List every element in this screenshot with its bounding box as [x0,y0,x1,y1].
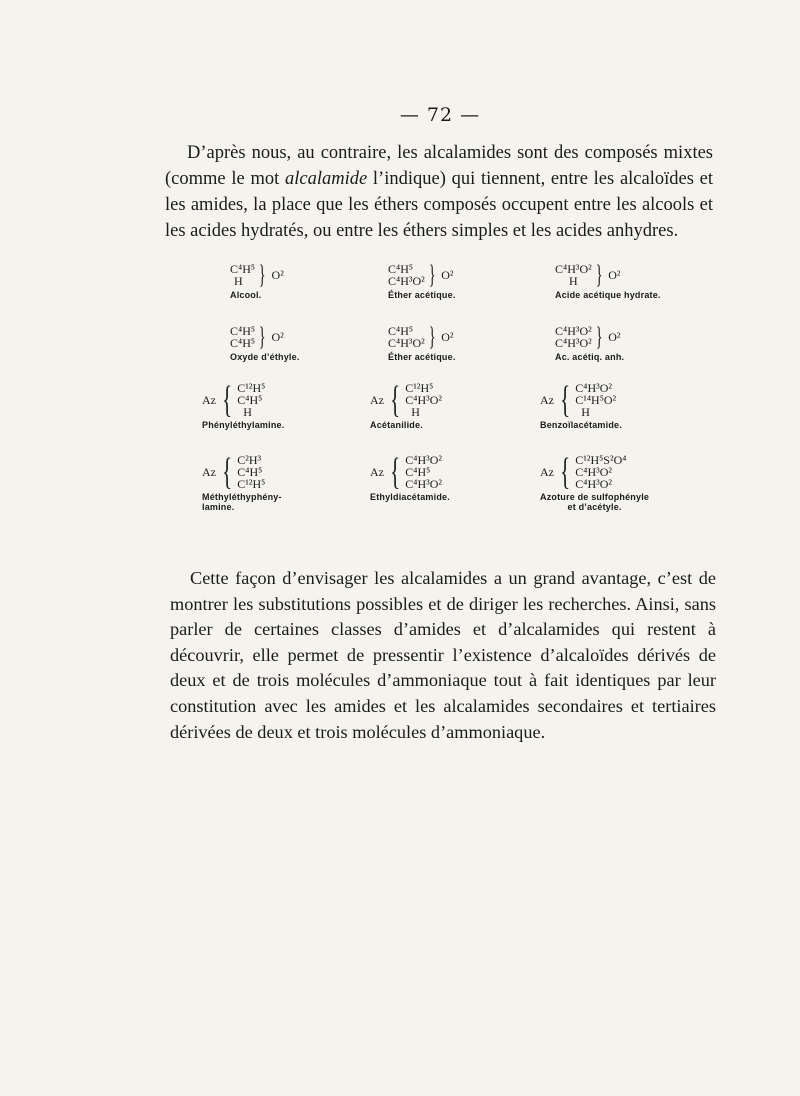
formula-line: C⁴H⁵ [405,465,431,479]
formula-line: C⁴H³O² [575,477,612,491]
oxygen-term: O² [271,267,284,282]
oxygen-term: O² [441,267,454,282]
formula-line: C⁴H⁵ [388,324,414,338]
formula-caption: Éther acétique. [388,290,456,300]
formula-ether-acetique-2 [388,324,456,362]
oxygen-term: O² [608,329,621,344]
brace-right: } [428,260,436,289]
brace-right: } [595,322,603,351]
brace-right: } [258,322,266,351]
oxygen-term: O² [608,267,621,282]
azote-symbol: Az [540,392,554,407]
formula-line: C¹⁴H⁵O² [575,393,617,407]
formula-phenylethylamine [202,379,285,430]
brace-left: { [560,451,571,493]
brace-right: } [428,322,436,351]
formula-ac-acetiq-anh [555,324,624,362]
formula-caption: Azoture de sulfophényle et d’acétyle. [540,492,650,512]
formula-line: C¹²H⁵ [237,381,266,395]
formula-caption: Méthyléthyphény- lamine. [202,492,282,512]
azote-symbol: Az [540,464,554,479]
formula-caption: Benzoïlacétamide. [540,420,622,430]
azote-symbol: Az [202,392,216,407]
formula-line: C¹²H⁵ [237,477,266,491]
formula-line: C⁴H³O² [555,336,592,350]
formula-line: H [234,274,243,288]
formula-caption: Éther acétique. [388,352,456,362]
formula-line: H [569,274,578,288]
brace-left: { [222,379,233,421]
formula-line: C⁴H³O² [555,262,592,276]
formula-caption: Acétanilide. [370,420,423,430]
oxygen-term: O² [271,329,284,344]
brace-right: } [595,260,603,289]
formula-line: H [411,405,420,419]
paragraph-conclusion [170,566,716,745]
intro-text-start: D’après nous, au contraire, les alcalamides sont des composés mixtes (comme le mot [165,143,713,189]
formula-azoture-sulfophenyle [540,451,650,512]
conclusion-text: Cette façon d’envisager les alcalamides a un grand avantage, c’est de montrer les substitutions possibles et de diriger les recherches. Ainsi, sans parler de certaines classes d’amides et d’alcalamides qui restent à découvrir, elle permet de pressentir l’existence d’alcaloïdes dérivés de deux et de trois molécules d’ammoniaque tout à fait identiques par leur constitution avec les amides et les alcalamides secondaires et tertiaires dérivées de deux et trois molécules d’ammoniaque. [170,568,716,742]
formula-caption: Oxyde d’éthyle. [230,352,300,362]
formula-line: C⁴H³O² [388,336,425,350]
formula-line: C⁴H³O² [405,393,442,407]
formula-line: H [581,405,590,419]
formula-oxyde-ethyle [230,324,300,362]
formula-caption: Acide acétique hydrate. [555,290,661,300]
formula-methylethylphenylamine [202,451,282,512]
oxygen-term: O² [441,329,454,344]
formula-line: H [243,405,252,419]
formula-acetanilide [370,379,442,430]
formula-line: C²H³ [237,453,262,467]
formula-caption: Ethyldiacétamide. [370,492,450,502]
formula-ether-acetique-1 [388,262,456,300]
formula-line: C⁴H⁵ [237,393,263,407]
brace-right: } [258,260,266,289]
paragraph-intro [165,140,713,244]
formula-benzoilacetamide [540,379,622,430]
formula-acide-acetique [555,262,661,300]
brace-left: { [390,451,401,493]
brace-left: { [560,379,571,421]
formula-line: C⁴H³O² [405,477,442,491]
formula-caption: Alcool. [230,290,262,300]
formula-line: C¹²H⁵S²O⁴ [575,453,627,467]
formula-table [200,262,700,532]
formula-line: C⁴H³O² [405,453,442,467]
formula-line: C⁴H⁵ [230,336,256,350]
brace-left: { [390,379,401,421]
formula-line: C¹²H⁵ [405,381,434,395]
formula-line: C⁴H³O² [555,324,592,338]
formula-alcool [230,262,284,300]
formula-line: C⁴H⁵ [237,465,263,479]
formula-line: C⁴H³O² [575,381,612,395]
formula-line: C⁴H³O² [388,274,425,288]
formula-caption: Phényléthylamine. [202,420,285,430]
formula-line: C⁴H⁵ [388,262,414,276]
formula-line: C⁴H⁵ [230,262,256,276]
formula-line: C⁴H³O² [575,465,612,479]
formula-caption: Ac. acétiq. anh. [555,352,625,362]
term-alcalamide: alcalamide [284,169,368,189]
azote-symbol: Az [370,464,384,479]
azote-symbol: Az [370,392,384,407]
azote-symbol: Az [202,464,216,479]
page-number: — 72 — [399,104,481,126]
brace-left: { [222,451,233,493]
intro-text-end: l’indique) qui tiennent, entre les alcaloïdes et les amides, la place que les éthers composés occupent entre les alcools et les acides hydratés, ou entre les éthers simples et les acides anhydres. [165,169,713,241]
formula-ethyldiacetamide [370,451,450,502]
formula-line: C⁴H⁵ [230,324,256,338]
